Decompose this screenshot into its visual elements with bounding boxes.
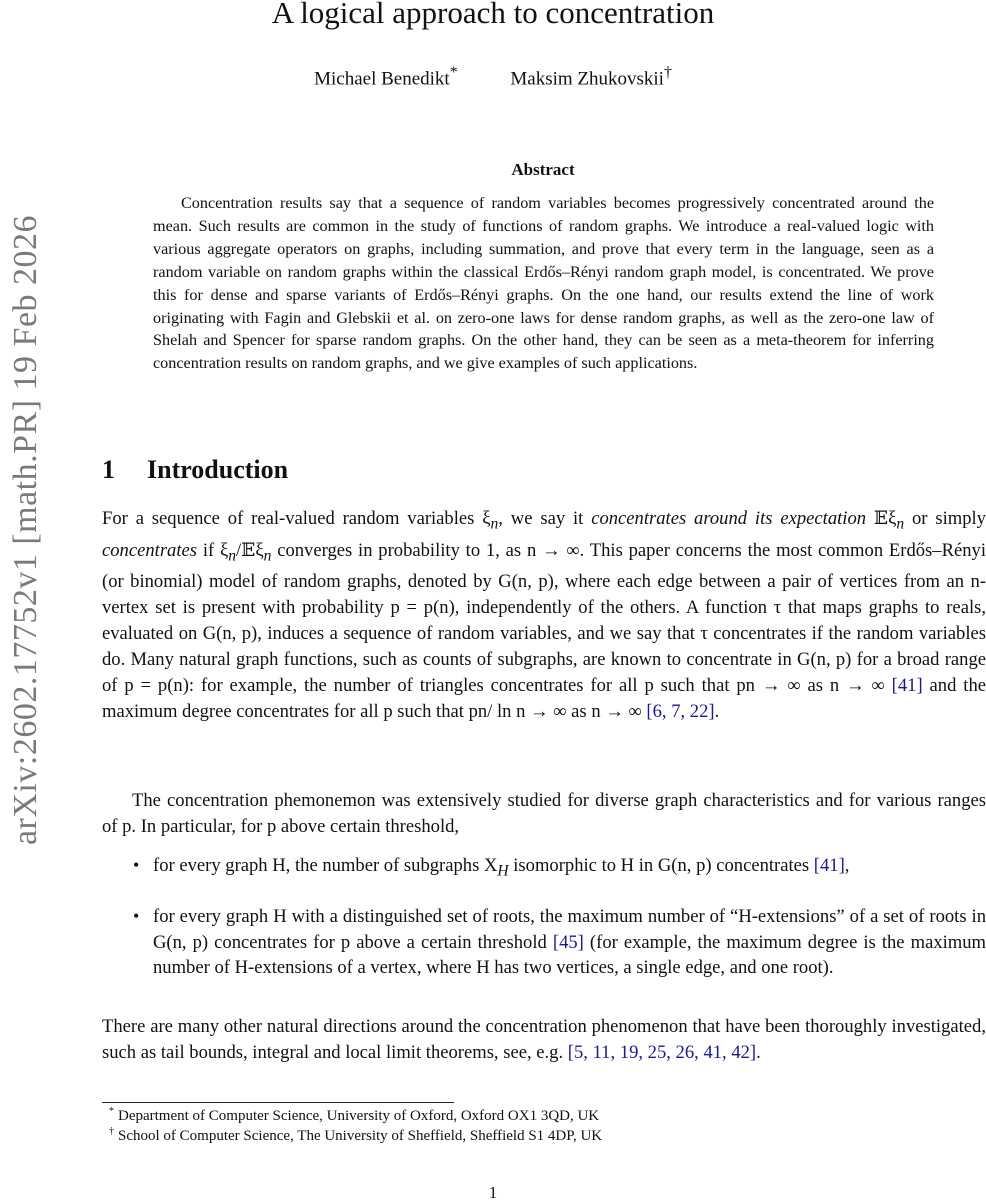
intro-paragraph: There are many other natural directions around the concentration phenomenon that have been thoroughly investigated, such as tail bounds, integral and local limit theorems, see, e.g. [5, 11, 19, 25, 26, 41, 42]. xyxy=(102,1016,986,1063)
list-item: • for every graph H with a distinguished set of roots, the maximum number of “H-extensions” of a set of roots in G(n, p) concentrates for p above a certain threshold [45] (for example, the maximum degree is the maximum number of H-extensions of a vertex, where H has two vertices, a single edge, and one root). xyxy=(133,905,986,979)
citation-link[interactable]: [45] xyxy=(552,931,584,953)
intro-paragraph: The concentration phemonemon was extensively studied for diverse graph characteristics and for various ranges of p. In particular, for p above certain threshold, xyxy=(102,790,986,837)
citation-link[interactable]: [6, 7, 22] xyxy=(646,700,715,722)
list-item: • for every graph H, the number of subgraphs $X_H$ isomorphic to H in G(n, p) concentrates [41], xyxy=(133,855,850,880)
author-footnote-mark: * xyxy=(449,64,458,81)
footnote: † School of Computer Science, The University of Sheffield, Sheffield S1 4DP, UK xyxy=(109,1126,603,1144)
abstract-heading: Abstract xyxy=(511,160,575,179)
arxiv-identifier: arXiv:2602.17752v1 [math.PR] 19 Feb 2026 xyxy=(7,214,44,846)
citation-link[interactable]: [5, 11, 19, 25, 26, 41, 42] xyxy=(567,1041,757,1063)
section-title: Introduction xyxy=(147,455,289,484)
author-footnote-mark: † xyxy=(663,64,672,81)
emphasis: concentrates around its expectation xyxy=(591,508,867,529)
citation-link[interactable]: [41] xyxy=(891,674,923,696)
citation-link[interactable]: [41] xyxy=(813,855,845,876)
page-number: 1 xyxy=(488,1183,498,1202)
emphasis: concentrates xyxy=(102,539,198,561)
bullet-icon: • xyxy=(133,855,140,875)
footnote: * Department of Computer Science, University of Oxford, Oxford OX1 3QD, UK xyxy=(109,1106,600,1124)
intro-paragraph: For a sequence of real-valued random variables $\xi_n$, we say it concentrates around its expectation 𝔼ξ$_n$ or simply concentrates if $\xi_n/𝔼\xi_n$ converges in probability to 1, as n → ∞. This paper concerns the most common Erdős–Rényi (or binomial) model of random graphs, denoted by G(n, p), where each edge between a pair of vertices from an n-vertex set is present with probability p = p(n), independently of the others. A function τ that maps graphs to reals, evaluated on G(n, p), induces a sequence of random variables, and we say that τ concentrates if the random variables do. Many natural graph functions, such as counts of subgraphs, are known to concentrate in G(n, p) for a broad range of p = p(n): for example, the number of triangles concentrates for all p such that pn → ∞ as n → ∞ [41] and the maximum degree concentrates for all p such that pn/ ln n → ∞ as n → ∞ [6, 7, 22]. xyxy=(102,508,986,722)
author: Maksim Zhukovskii† xyxy=(510,64,672,90)
abstract-body: Concentration results say that a sequence of random variables becomes progressively concentrated around the mean. Such results are common in the study of functions of random graphs. We introduce a real-valued logic with various aggregate operators on graphs, including summation, and prove that every term in the language, seen as a random variable on random graphs within the classical Erdős–Rényi random graph model, is concentrated. We prove this for dense and sparse variants of Erdős–Rényi graphs. On the one hand, our results extend the line of work originating with Fagin and Glebskii et al. on zero-one laws for dense random graphs, as well as the zero-one law of Shelah and Spencer for sparse random graphs. On the other hand, they can be seen as a meta-theorem for inferring concentration results on random graphs, and we give examples of such applications. xyxy=(153,194,934,373)
section-heading xyxy=(102,454,288,486)
footnotes xyxy=(109,1106,603,1146)
arxiv-sidebar xyxy=(4,180,44,880)
bullet-icon: • xyxy=(133,905,140,926)
author-list xyxy=(0,61,986,91)
bullet-list xyxy=(102,853,986,1000)
section-number: 1 xyxy=(102,455,115,484)
author: Michael Benedikt* xyxy=(314,64,458,90)
paper-title: A logical approach to concentration xyxy=(271,0,715,30)
footnote-divider xyxy=(102,1102,454,1103)
